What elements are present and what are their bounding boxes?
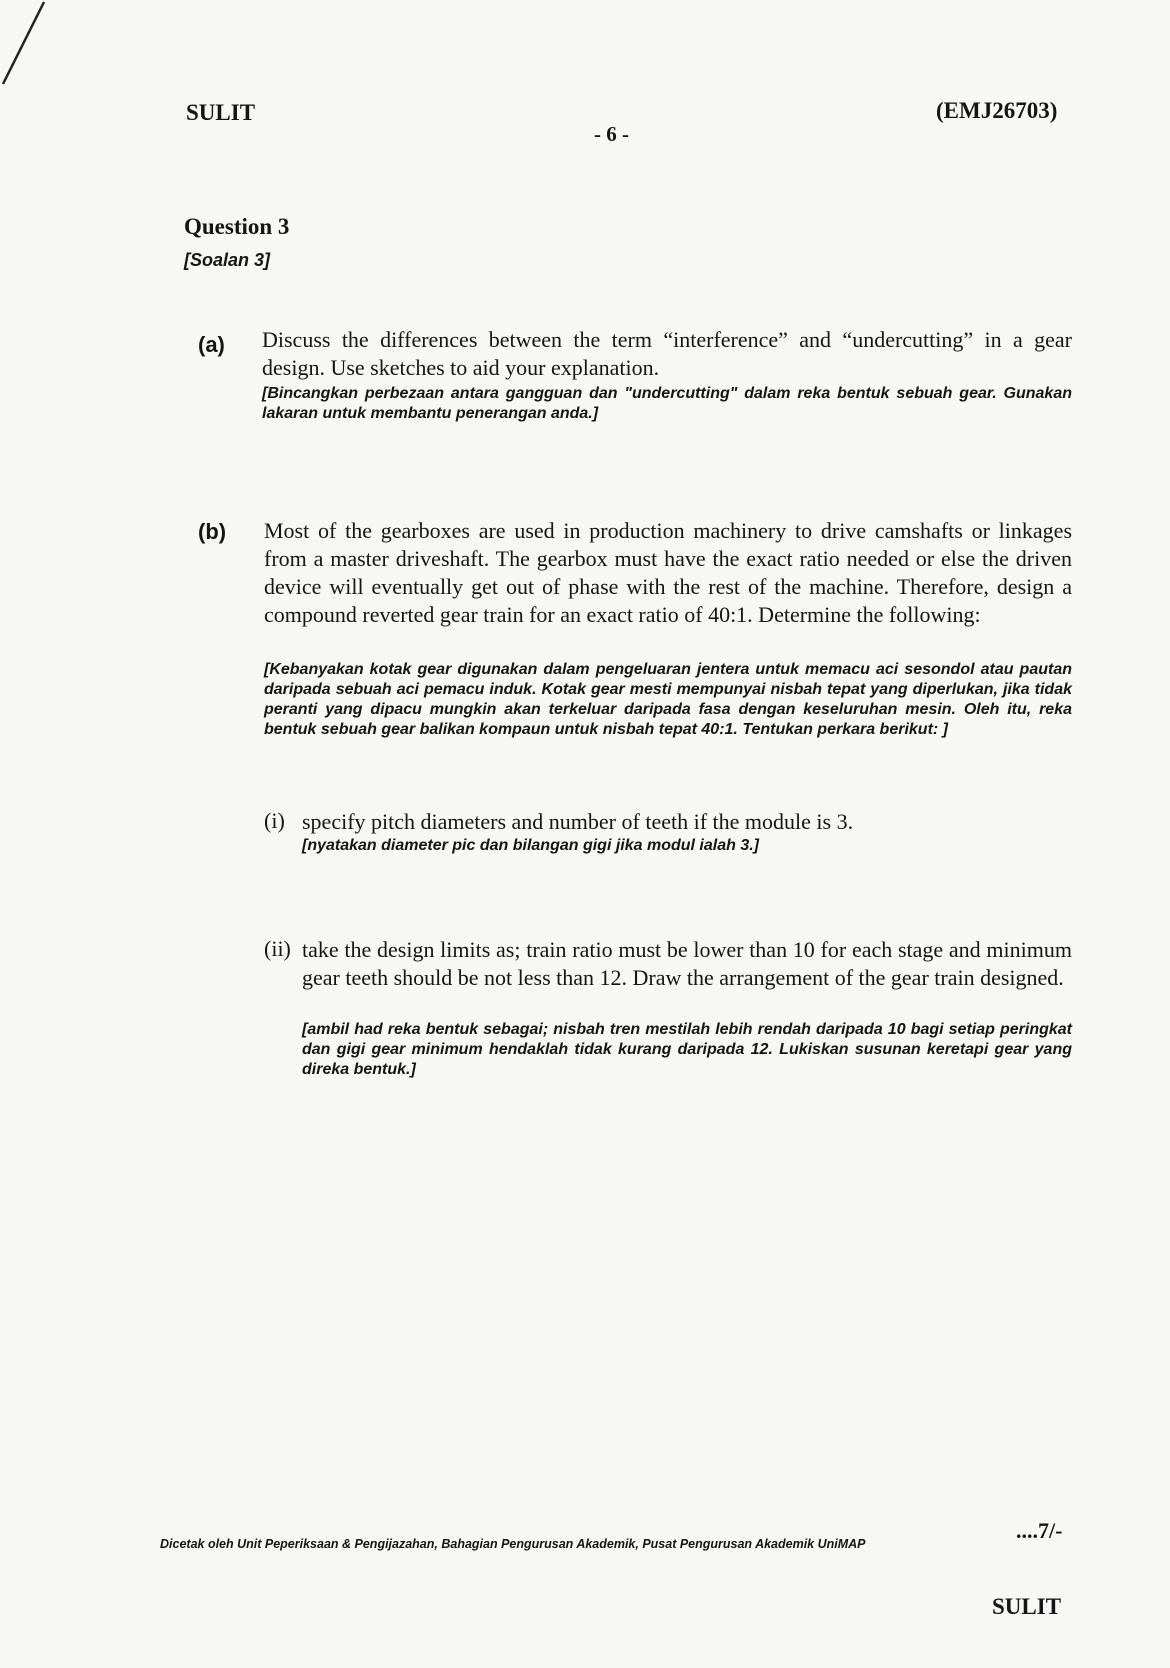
sub-i-label: (i) [264,808,285,833]
sub-ii-label: (ii) [264,936,291,961]
part-a-label: (a) [198,332,225,357]
page-number: - 6 - [594,122,629,146]
footer-classification: SULIT [992,1594,1062,1619]
sub-i-english: specify pitch diameters and number of teeth if the module is 3. [302,809,854,834]
continued-marker: ....7/- [1016,1518,1063,1543]
question-subtitle: [Soalan 3] [184,250,271,270]
sub-i-malay: [nyatakan diameter pic dan bilangan gigi jika modul ialah 3.] [302,837,759,854]
part-b-malay: [Kebanyakan kotak gear digunakan dalam pengeluaran jentera untuk memacu aci sesondol atau pautan daripada sebuah aci pemacu induk. Kotak gear mesti mempunyai nisbah tepat yang diperlukan, jika tidak peranti yang dipacu mungkin akan terkeluar daripada fasa dengan keseluruhan mesin. Oleh itu, reka bentuk sebuah gear balikan kompaun untuk nisbah tepat 40:1. Tentukan perkara berikut: ] [264,661,1072,738]
part-a-malay: [Bincangkan perbezaan antara gangguan dan "undercutting" dalam reka bentuk sebuah gear. Gunakan lakaran untuk membantu penerangan anda.] [262,385,1072,422]
part-b-label: (b) [198,519,227,544]
pen-mark [0,0,60,100]
sub-ii-malay: [ambil had reka bentuk sebagai; nisbah tren mestilah lebih rendah daripada 10 bagi setiap peringkat dan gigi gear minimum hendaklah tidak kurang daripada 12. Lukiskan susunan keretapi gear yang direka bentuk.] [302,1021,1072,1078]
part-b-english: Most of the gearboxes are used in production machinery to drive camshafts or linkages from a master driveshaft. The gearbox must have the exact ratio needed or else the driven device will eventually get out of phase with the rest of the machine. Therefore, design a compound reverted gear train for an exact ratio of 40:1. Determine the following: [264,518,1072,627]
sub-ii-english: take the design limits as; train ratio must be lower than 10 for each stage and minimum gear teeth should be not less than 12. Draw the arrangement of the gear train designed. [302,937,1072,990]
header-classification: SULIT [186,100,256,125]
course-code: (EMJ26703) [936,98,1058,123]
footer-printed-by: Dicetak oleh Unit Peperiksaan & Pengijazahan, Bahagian Pengurusan Akademik, Pusat Pengurusan Akademik UniMAP [160,1537,866,1551]
question-title: Question 3 [184,214,290,239]
part-a-english: Discuss the differences between the term “interference” and “undercutting” in a gear design. Use sketches to aid your explanation. [262,327,1072,380]
